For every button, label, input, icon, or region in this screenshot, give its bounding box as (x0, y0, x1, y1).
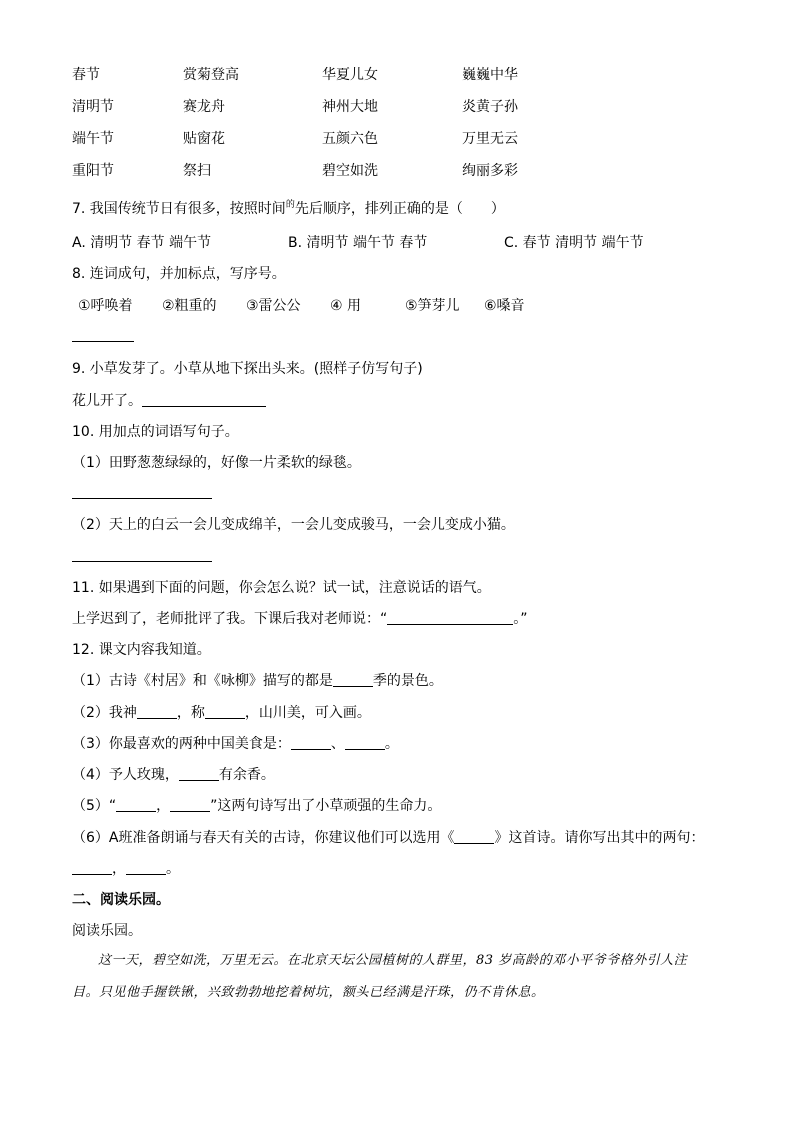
q9-prompt-line (72, 392, 266, 410)
q12-blank[interactable] (333, 672, 373, 687)
q12-blank[interactable] (179, 766, 219, 781)
q12-item-5 (72, 797, 441, 815)
q12-text: ，称 (176, 705, 205, 721)
q12-text: 有余香。 (218, 767, 275, 783)
q8-word: ②粗重的 (162, 298, 217, 314)
grid-cell: 清明节 (72, 99, 114, 115)
q12-item-1 (72, 672, 443, 690)
q12-text: （4）予人玫瑰， (72, 767, 179, 783)
q12-text: （1）古诗《村居》和《咏柳》描写的都是 (72, 673, 333, 689)
passage-line: 这一天，碧空如洗，万里无云。在北京天坛公园植树的人群里，83 岁高龄的邓小平爷爷格外引人注 (98, 953, 688, 968)
question-12: 12. 课文内容我知道。 (72, 642, 211, 658)
q8-word: ⑥嗓音 (484, 298, 525, 314)
q12-item-2 (72, 704, 371, 722)
section-2-title: 二、阅读乐园。 (72, 892, 170, 908)
grid-cell: 万里无云 (462, 131, 518, 147)
q12-text: ， (112, 861, 126, 877)
q8-word: ④ 用 (330, 298, 362, 314)
question-7 (72, 200, 505, 220)
question-8: 8. 连词成句，并加标点，写序号。 (72, 266, 286, 282)
q12-text: ”这两句诗写出了小草顽强的生命力。 (210, 798, 442, 814)
grid-cell: 华夏儿女 (322, 67, 378, 83)
q12-text: ，山川美，可入画。 (244, 705, 371, 721)
q9-answer-blank[interactable] (142, 392, 266, 407)
q12-blank[interactable] (116, 797, 156, 812)
q8-word: ①呼唤着 (78, 298, 133, 314)
q10-answer-line-1[interactable] (72, 498, 212, 499)
q7-option-b[interactable]: B. 清明节 端午节 春节 (288, 235, 428, 251)
question-9: 9. 小草发芽了。小草从地下探出头来。(照样子仿写句子) (72, 361, 423, 377)
q12-item-4 (72, 766, 275, 784)
grid-cell: 绚丽多彩 (462, 163, 518, 179)
q10-sentence-2: （2）天上的白云一会儿变成绵羊，一会儿变成骏马，一会儿变成小猫。 (72, 517, 515, 533)
q12-text: ， (156, 798, 171, 814)
q8-word-list (78, 297, 578, 315)
section-2-subtitle: 阅读乐园。 (72, 923, 142, 939)
q12-text: 。 (384, 736, 399, 752)
q7-options (72, 234, 724, 252)
q10-sentence-1: （1）田野葱葱绿绿的，好像一片柔软的绿毯。 (72, 455, 361, 471)
q11-answer-blank[interactable] (387, 610, 513, 625)
q12-text: （6）A班准备朗诵与春天有关的古诗，你建议他们可以选用《 (72, 830, 455, 846)
q12-blank[interactable] (291, 735, 331, 750)
grid-cell: 祭扫 (183, 163, 211, 179)
grid-cell: 端午节 (72, 131, 114, 147)
grid-cell: 五颜六色 (322, 131, 378, 147)
q12-blank[interactable] (137, 704, 177, 719)
reading-passage (72, 945, 724, 1009)
q12-blank[interactable] (126, 860, 166, 875)
question-10: 10. 用加点的词语写句子。 (72, 424, 239, 440)
q12-text: （5）“ (72, 798, 117, 814)
q8-word: ⑤笋芽儿 (405, 298, 460, 314)
grid-cell: 春节 (72, 67, 100, 83)
q9-prompt: 花儿开了。 (72, 393, 142, 409)
q12-blank[interactable] (170, 797, 210, 812)
question-11: 11. 如果遇到下面的问题，你会怎么说？试一试，注意说话的语气。 (72, 580, 491, 596)
q12-text: 季的景色。 (372, 673, 443, 689)
q12-text: （2）我神 (72, 705, 137, 721)
grid-cell: 贴窗花 (183, 131, 225, 147)
q12-blank[interactable] (72, 860, 112, 875)
q12-text: 。 (166, 861, 180, 877)
q10-answer-line-2[interactable] (72, 561, 212, 562)
q12-item-3 (72, 735, 399, 753)
q8-word: ③雷公公 (246, 298, 301, 314)
q7-option-c[interactable]: C. 春节 清明节 端午节 (504, 235, 644, 251)
q8-answer-line[interactable] (72, 341, 134, 342)
grid-cell: 巍巍中华 (462, 67, 518, 83)
q12-item-6 (72, 829, 704, 847)
q11-prompt: 上学迟到了，老师批评了我。下课后我对老师说：“ (72, 611, 388, 627)
grid-cell: 炎黄子孙 (462, 99, 518, 115)
q12-text: 》这首诗。请你写出其中的两句： (494, 830, 705, 846)
q7-text-pre: 7. 我国传统节日有很多，按照时间 (72, 201, 286, 217)
grid-cell: 赏菊登高 (183, 67, 239, 83)
q12-blank[interactable] (205, 704, 245, 719)
passage-line: 目。只见他手握铁锹，兴致勃勃地挖着树坑，额头已经满是汗珠，仍不肯休息。 (72, 985, 545, 1000)
grid-cell: 神州大地 (322, 99, 378, 115)
q7-option-a[interactable]: A. 清明节 春节 端午节 (72, 235, 212, 251)
q11-quote-close: 。” (513, 611, 528, 627)
q12-text: 、 (330, 736, 345, 752)
q12-text: （3）你最喜欢的两种中国美食是： (72, 736, 291, 752)
q11-prompt-line (72, 610, 528, 628)
q12-blank[interactable] (454, 829, 494, 844)
grid-cell: 赛龙舟 (183, 99, 225, 115)
q12-blank[interactable] (345, 735, 385, 750)
q12-item-6-answer (72, 860, 180, 878)
q7-text-post: 先后顺序，排列正确的是（ ） (294, 201, 505, 217)
grid-cell: 重阳节 (72, 163, 114, 179)
grid-cell: 碧空如洗 (322, 163, 378, 179)
q7-superscript: 的 (285, 200, 295, 210)
